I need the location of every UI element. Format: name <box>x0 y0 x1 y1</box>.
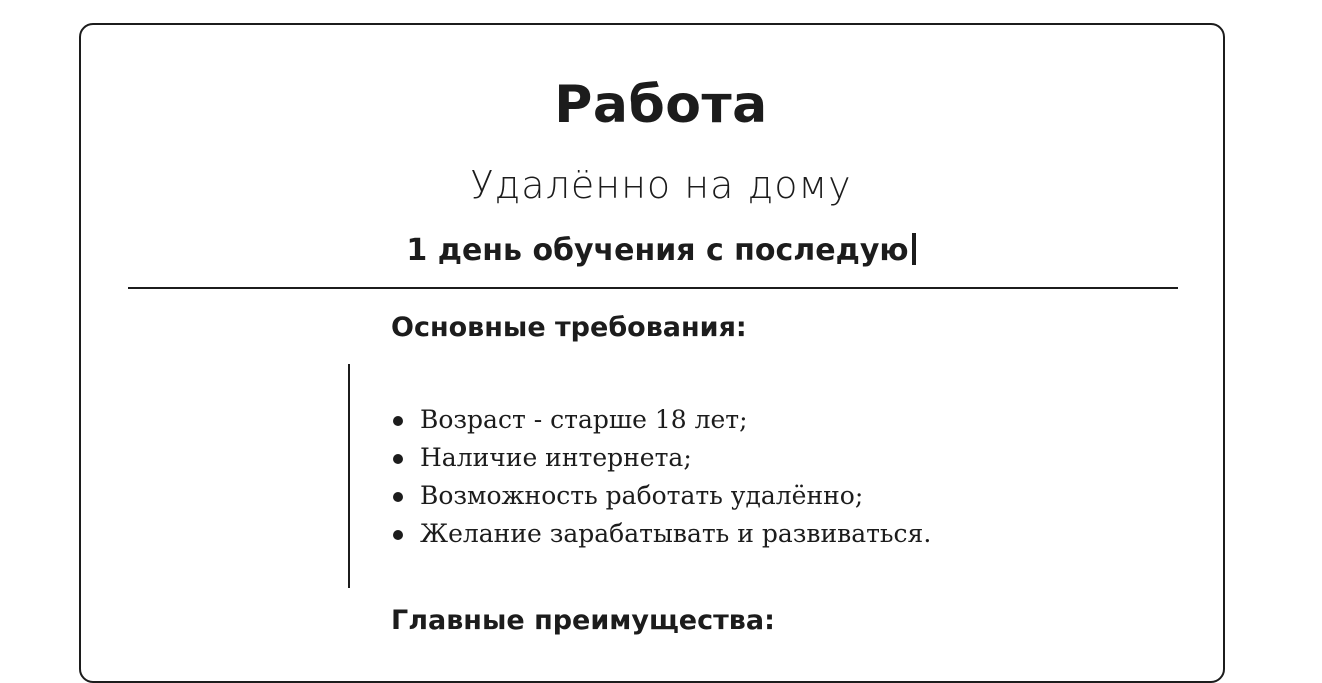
requirements-heading: Основные требования: <box>391 312 747 343</box>
list-item <box>391 439 931 477</box>
section-divider <box>128 287 1178 289</box>
list-item-text: Возраст - старше 18 лет; <box>420 405 748 434</box>
bullet-icon <box>393 416 403 426</box>
list-item <box>391 401 931 439</box>
bullet-icon <box>393 492 403 502</box>
bullet-icon <box>393 530 403 540</box>
advantages-heading: Главные преимущества: <box>391 605 775 636</box>
requirements-list <box>391 401 931 553</box>
text-cursor <box>912 233 916 265</box>
list-item-text: Наличие интернета; <box>420 443 692 472</box>
bullet-icon <box>393 454 403 464</box>
page-title: Работа <box>554 75 768 135</box>
typing-text: 1 день обучения с последую <box>406 233 909 268</box>
list-item <box>391 515 931 553</box>
requirements-accent-bar <box>348 364 350 588</box>
typing-headline <box>0 230 1322 272</box>
list-item-text: Возможность работать удалённо; <box>420 481 864 510</box>
list-item-text: Желание зарабатывать и развиваться. <box>420 519 932 548</box>
list-item <box>391 477 931 515</box>
page-subtitle: Удалённо на дому <box>470 163 852 207</box>
